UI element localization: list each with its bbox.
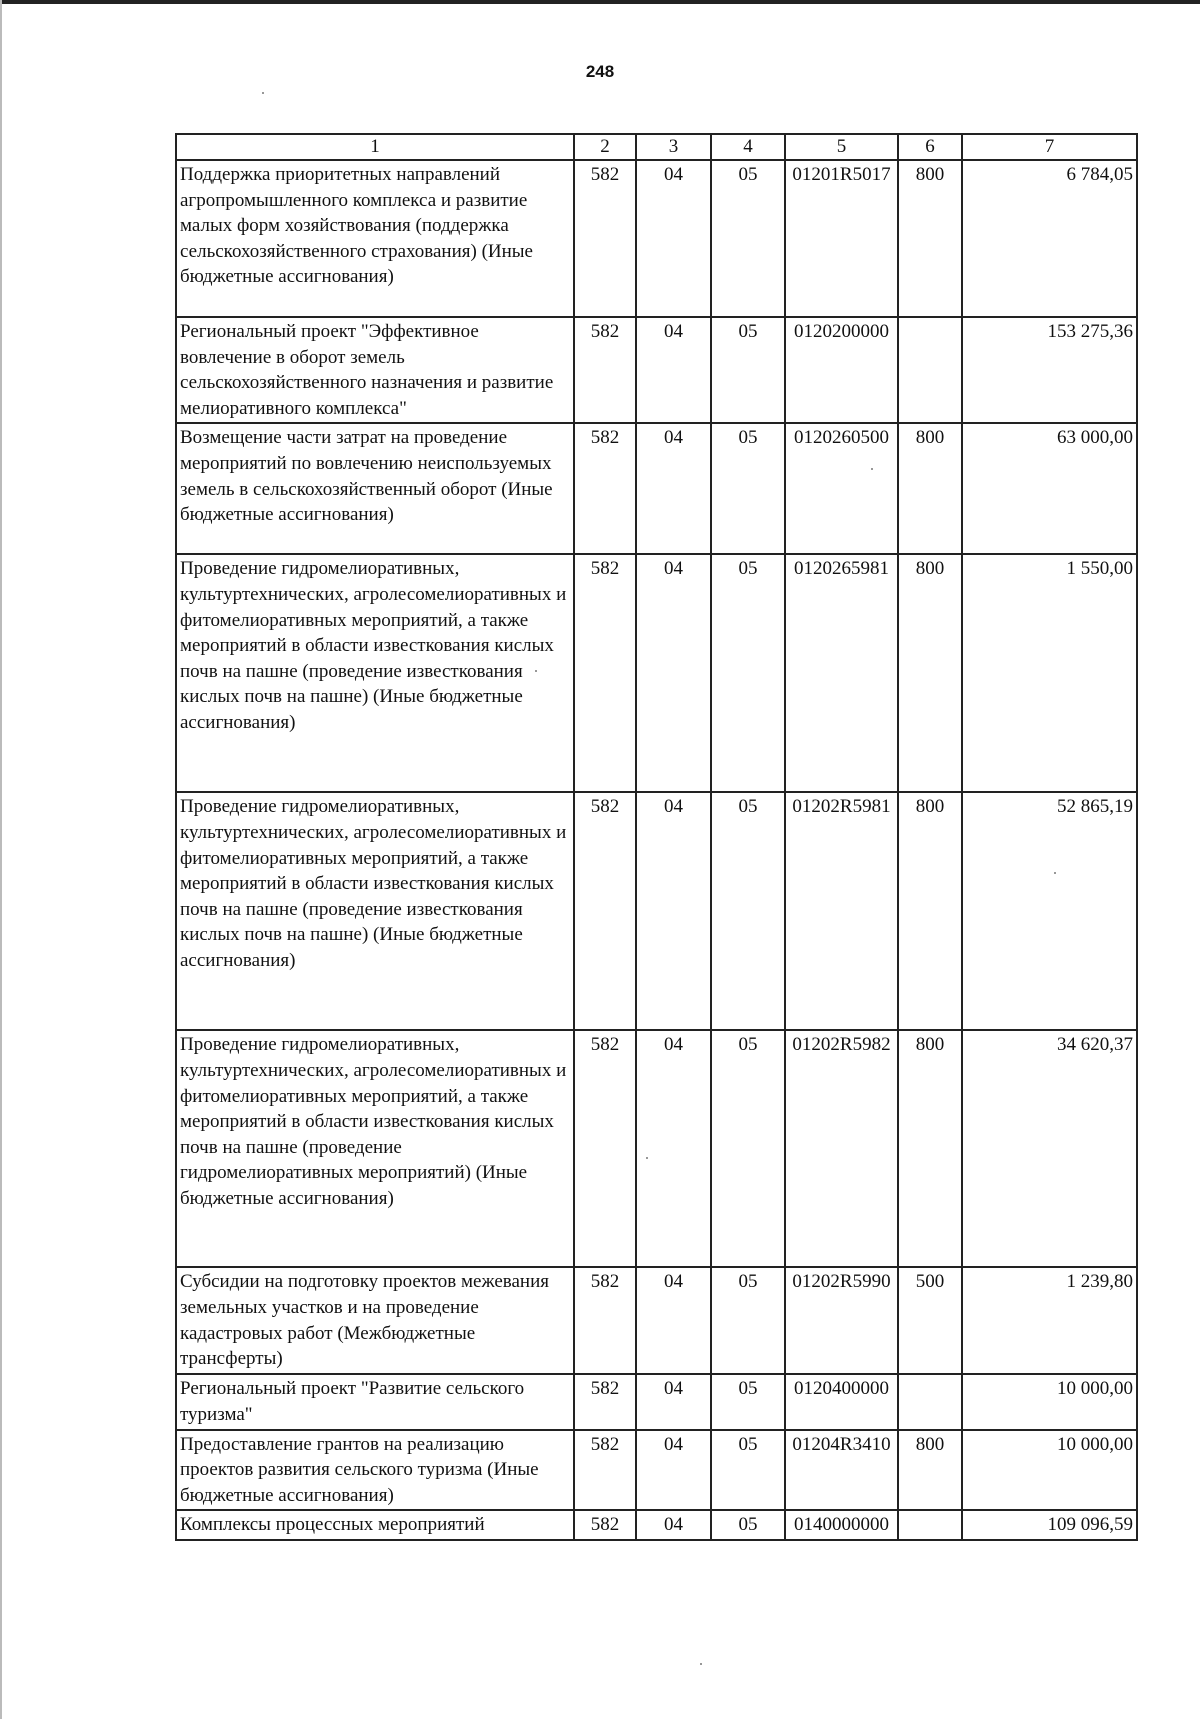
row-code-3: 04: [636, 1374, 711, 1429]
row-code-4: 05: [711, 792, 785, 1030]
row-amount: 63 000,00: [962, 423, 1137, 554]
row-code-4: 05: [711, 1374, 785, 1429]
column-header: 6: [898, 134, 962, 160]
table-row: [176, 160, 1137, 317]
scan-top-edge: [0, 0, 1200, 4]
row-code-2: 582: [574, 160, 636, 317]
row-code-4: 05: [711, 1267, 785, 1374]
row-amount: 10 000,00: [962, 1374, 1137, 1429]
table-row: [176, 317, 1137, 423]
row-code-5: 01202R5982: [785, 1030, 898, 1267]
row-code-6: [898, 317, 962, 423]
row-code-6: 800: [898, 1030, 962, 1267]
row-code-4: 05: [711, 1510, 785, 1540]
row-name: Проведение гидромелиоративных, культуртехнических, агролесомелиоративных и фитомелиоративных мероприятий, а также мероприятий в области известкования кислых почв на пашне (проведение известкования кислых почв на пашне) (Иные бюджетные ассигнования): [176, 554, 574, 792]
row-amount: 1 239,80: [962, 1267, 1137, 1374]
table-row: [176, 1030, 1137, 1267]
row-code-2: 582: [574, 317, 636, 423]
row-code-3: 04: [636, 423, 711, 554]
column-header: 1: [176, 134, 574, 160]
row-amount: 153 275,36: [962, 317, 1137, 423]
row-code-6: [898, 1510, 962, 1540]
row-code-5: 01201R5017: [785, 160, 898, 317]
row-amount: 10 000,00: [962, 1430, 1137, 1511]
row-code-2: 582: [574, 1430, 636, 1511]
row-code-2: 582: [574, 792, 636, 1030]
row-code-6: 500: [898, 1267, 962, 1374]
page-number: 248: [585, 62, 615, 81]
row-amount: 109 096,59: [962, 1510, 1137, 1540]
budget-table: [175, 133, 1138, 1541]
row-name: Предоставление грантов на реализацию проектов развития сельского туризма (Иные бюджетные ассигнования): [176, 1430, 574, 1511]
row-code-3: 04: [636, 1510, 711, 1540]
row-code-4: 05: [711, 1430, 785, 1511]
table-row: [176, 423, 1137, 554]
row-code-5: 0120265981: [785, 554, 898, 792]
row-code-3: 04: [636, 160, 711, 317]
row-amount: 52 865,19: [962, 792, 1137, 1030]
table-row: [176, 1374, 1137, 1429]
row-code-4: 05: [711, 1030, 785, 1267]
row-code-6: 800: [898, 554, 962, 792]
row-code-2: 582: [574, 554, 636, 792]
row-name: Субсидии на подготовку проектов межевания земельных участков и на проведение кадастровых работ (Межбюджетные трансферты): [176, 1267, 574, 1374]
table-row: [176, 1430, 1137, 1511]
row-name: Возмещение части затрат на проведение мероприятий по вовлечению неиспользуемых земель в сельскохозяйственный оборот (Иные бюджетные ассигнования): [176, 423, 574, 554]
row-name: Региональный проект "Эффективное вовлечение в оборот земель сельскохозяйственного назначения и развитие мелиоративного комплекса": [176, 317, 574, 423]
scan-speck: [871, 468, 873, 470]
row-code-3: 04: [636, 1430, 711, 1511]
table-row: [176, 554, 1137, 792]
row-code-2: 582: [574, 423, 636, 554]
row-code-5: 01204R3410: [785, 1430, 898, 1511]
row-code-6: 800: [898, 1430, 962, 1511]
scan-speck: [646, 1157, 648, 1159]
row-code-5: 0140000000: [785, 1510, 898, 1540]
table-row: [176, 792, 1137, 1030]
row-name: Проведение гидромелиоративных, культуртехнических, агролесомелиоративных и фитомелиоративных мероприятий, а также мероприятий в области известкования кислых почв на пашне (проведение гидромелиоративных мероприятий) (Иные бюджетные ассигнования): [176, 1030, 574, 1267]
row-amount: 34 620,37: [962, 1030, 1137, 1267]
row-code-4: 05: [711, 160, 785, 317]
row-code-5: 0120400000: [785, 1374, 898, 1429]
scan-speck: [1054, 872, 1056, 874]
row-code-4: 05: [711, 554, 785, 792]
column-header: 4: [711, 134, 785, 160]
row-code-4: 05: [711, 423, 785, 554]
row-code-5: 0120260500: [785, 423, 898, 554]
column-header: 2: [574, 134, 636, 160]
row-amount: 6 784,05: [962, 160, 1137, 317]
scan-left-edge: [0, 0, 2, 1719]
column-header: 5: [785, 134, 898, 160]
row-name: Поддержка приоритетных направлений агропромышленного комплекса и развитие малых форм хозяйствования (поддержка сельскохозяйственного страхования) (Иные бюджетные ассигнования): [176, 160, 574, 317]
row-code-2: 582: [574, 1374, 636, 1429]
table-row: [176, 1267, 1137, 1374]
row-code-5: 0120200000: [785, 317, 898, 423]
row-code-6: 800: [898, 792, 962, 1030]
row-code-6: 800: [898, 423, 962, 554]
row-code-5: 01202R5981: [785, 792, 898, 1030]
scan-speck: [700, 1663, 702, 1665]
row-code-2: 582: [574, 1267, 636, 1374]
row-name: Комплексы процессных мероприятий: [176, 1510, 574, 1540]
row-code-3: 04: [636, 792, 711, 1030]
scan-speck: [535, 670, 537, 672]
column-header: 3: [636, 134, 711, 160]
row-code-4: 05: [711, 317, 785, 423]
row-code-3: 04: [636, 1267, 711, 1374]
row-amount: 1 550,00: [962, 554, 1137, 792]
row-name: Проведение гидромелиоративных, культуртехнических, агролесомелиоративных и фитомелиоративных мероприятий, а также мероприятий в области известкования кислых почв на пашне (проведение известкования кислых почв на пашне) (Иные бюджетные ассигнования): [176, 792, 574, 1030]
row-code-2: 582: [574, 1510, 636, 1540]
column-header: 7: [962, 134, 1137, 160]
row-code-2: 582: [574, 1030, 636, 1267]
scan-speck: [262, 92, 264, 94]
row-code-5: 01202R5990: [785, 1267, 898, 1374]
row-code-6: 800: [898, 160, 962, 317]
table-row: [176, 1510, 1137, 1540]
row-name: Региональный проект "Развитие сельского туризма": [176, 1374, 574, 1429]
row-code-3: 04: [636, 317, 711, 423]
row-code-6: [898, 1374, 962, 1429]
table-header-row: [176, 134, 1137, 160]
row-code-3: 04: [636, 1030, 711, 1267]
row-code-3: 04: [636, 554, 711, 792]
